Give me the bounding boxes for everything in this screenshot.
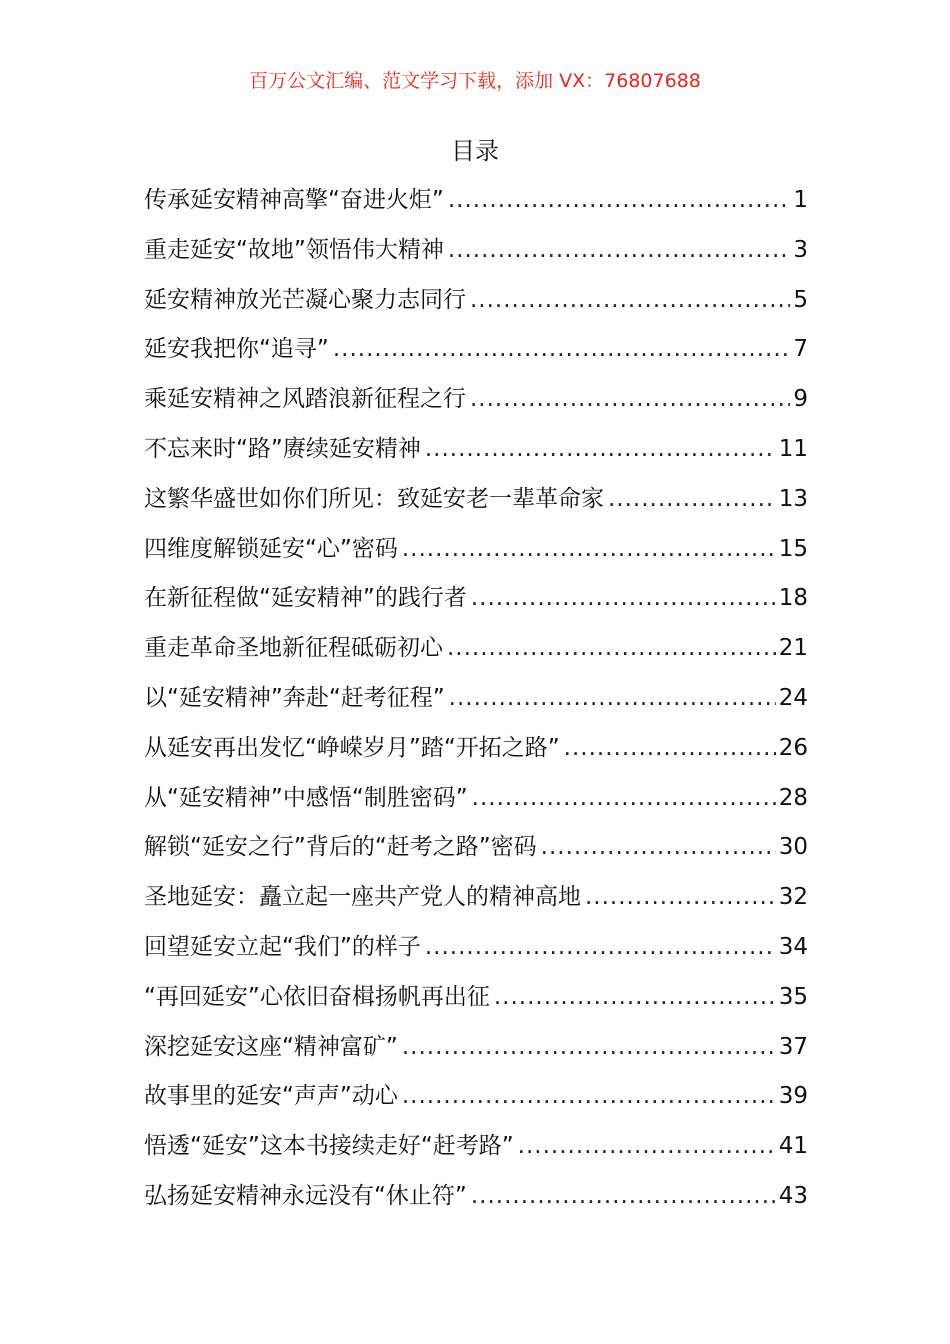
toc-entry[interactable]	[144, 1078, 808, 1128]
toc-entry-title: 四维度解锁延安“心”密码	[144, 535, 398, 562]
toc-leader-dots	[470, 381, 790, 417]
toc-entry[interactable]	[144, 630, 808, 680]
toc-entry-title: 从“延安精神”中感悟“制胜密码”	[144, 784, 468, 811]
toc-entry-title: 弘扬延安精神永远没有“休止符”	[144, 1182, 467, 1209]
toc-entry[interactable]	[144, 1029, 808, 1079]
toc-entry-page: 35	[778, 983, 808, 1010]
toc-entry[interactable]	[144, 680, 808, 730]
toc-entry-page: 3	[793, 236, 808, 263]
toc-leader-dots	[425, 929, 776, 965]
toc-leader-dots	[333, 331, 791, 367]
toc-entry[interactable]	[144, 232, 808, 282]
toc-entry[interactable]	[144, 431, 808, 481]
toc-entry-page: 32	[778, 884, 808, 911]
toc-leader-dots	[471, 1178, 776, 1214]
toc-entry[interactable]	[144, 730, 808, 780]
toc-entry-title: 重走延安“故地”领悟伟大精神	[144, 236, 444, 263]
toc-entry[interactable]	[144, 879, 808, 929]
toc-entry-page: 18	[778, 585, 808, 612]
toc-entry-page: 43	[778, 1182, 808, 1209]
toc-entry-title: 重走革命圣地新征程砥砺初心	[144, 635, 443, 662]
toc-leader-dots	[608, 481, 776, 517]
toc-entry-page: 28	[778, 784, 808, 811]
page-title: 目录	[451, 137, 499, 165]
toc-entry[interactable]	[144, 979, 808, 1029]
toc-entry-page: 15	[778, 535, 808, 562]
toc-entry-title: 这繁华盛世如你们所见：致延安老一辈革命家	[144, 485, 604, 512]
toc-leader-dots	[448, 232, 791, 268]
toc-leader-dots	[448, 182, 791, 218]
toc-entry[interactable]	[144, 1128, 808, 1178]
toc-leader-dots	[402, 1078, 776, 1114]
toc-entry[interactable]	[144, 929, 808, 979]
header-note: 百万公文汇编、范文学习下载，添加 VX：76807688	[249, 70, 701, 92]
toc-entry[interactable]	[144, 381, 808, 431]
toc-entry[interactable]	[144, 481, 808, 531]
toc-entry-page: 11	[778, 435, 808, 462]
toc-entry-page: 21	[778, 635, 808, 662]
toc-entry-title: 不忘来时“路”赓续延安精神	[144, 435, 421, 462]
toc-entry-title: 延安我把你“追寻”	[144, 336, 329, 363]
toc-entry-title: 回望延安立起“我们”的样子	[144, 933, 421, 960]
toc-leader-dots	[402, 531, 776, 567]
toc-entry-page: 13	[778, 485, 808, 512]
toc-leader-dots	[425, 431, 776, 467]
toc-entry-page: 30	[778, 834, 808, 861]
toc-leader-dots	[585, 879, 776, 915]
toc-leader-dots	[447, 630, 776, 666]
toc-entry-title: 深挖延安这座“精神富矿”	[144, 1033, 398, 1060]
toc-entry-page: 24	[778, 684, 808, 711]
toc-entry[interactable]	[144, 829, 808, 879]
toc-entry-title: “再回延安”心依旧奋楫扬帆再出征	[144, 983, 490, 1010]
toc-list	[144, 182, 808, 1228]
toc-entry-title: 悟透“延安”这本书接续走好“赶考路”	[144, 1133, 514, 1160]
toc-entry[interactable]	[144, 282, 808, 332]
toc-entry-page: 37	[778, 1033, 808, 1060]
toc-entry[interactable]	[144, 780, 808, 830]
toc-entry-title: 故事里的延安“声声”动心	[144, 1083, 398, 1110]
toc-entry-page: 1	[793, 187, 808, 213]
toc-entry-page: 39	[778, 1083, 808, 1110]
toc-leader-dots	[472, 780, 776, 816]
toc-entry[interactable]	[144, 531, 808, 581]
toc-entry-title: 传承延安精神高擎“奋进火炬”	[144, 187, 444, 213]
toc-leader-dots	[518, 1128, 776, 1164]
toc-entry[interactable]	[144, 1178, 808, 1228]
toc-entry-title: 在新征程做“延安精神”的践行者	[144, 585, 467, 612]
toc-entry-page: 26	[778, 734, 808, 761]
toc-leader-dots	[470, 282, 790, 318]
toc-entry[interactable]	[144, 580, 808, 630]
toc-entry-page: 5	[793, 286, 808, 313]
toc-entry-title: 解锁“延安之行”背后的“赶考之路”密码	[144, 834, 537, 861]
toc-leader-dots	[541, 829, 776, 865]
toc-entry-title: 延安精神放光芒凝心聚力志同行	[144, 286, 466, 313]
toc-entry[interactable]	[144, 331, 808, 381]
toc-entry-page: 41	[778, 1133, 808, 1160]
toc-entry-title: 圣地延安：矗立起一座共产党人的精神高地	[144, 884, 581, 911]
toc-entry-title: 从延安再出发忆“峥嵘岁月”踏“开拓之路”	[144, 734, 560, 761]
toc-leader-dots	[494, 979, 776, 1015]
toc-leader-dots	[402, 1029, 776, 1065]
toc-leader-dots	[564, 730, 776, 766]
toc-leader-dots	[449, 680, 776, 716]
toc-entry-page: 9	[793, 386, 808, 413]
toc-entry-title: 乘延安精神之风踏浪新征程之行	[144, 386, 466, 413]
toc-leader-dots	[471, 580, 776, 616]
toc-entry-page: 34	[778, 933, 808, 960]
toc-entry-title: 以“延安精神”奔赴“赶考征程”	[144, 684, 445, 711]
toc-entry-page: 7	[793, 336, 808, 363]
toc-entry[interactable]	[144, 182, 808, 232]
